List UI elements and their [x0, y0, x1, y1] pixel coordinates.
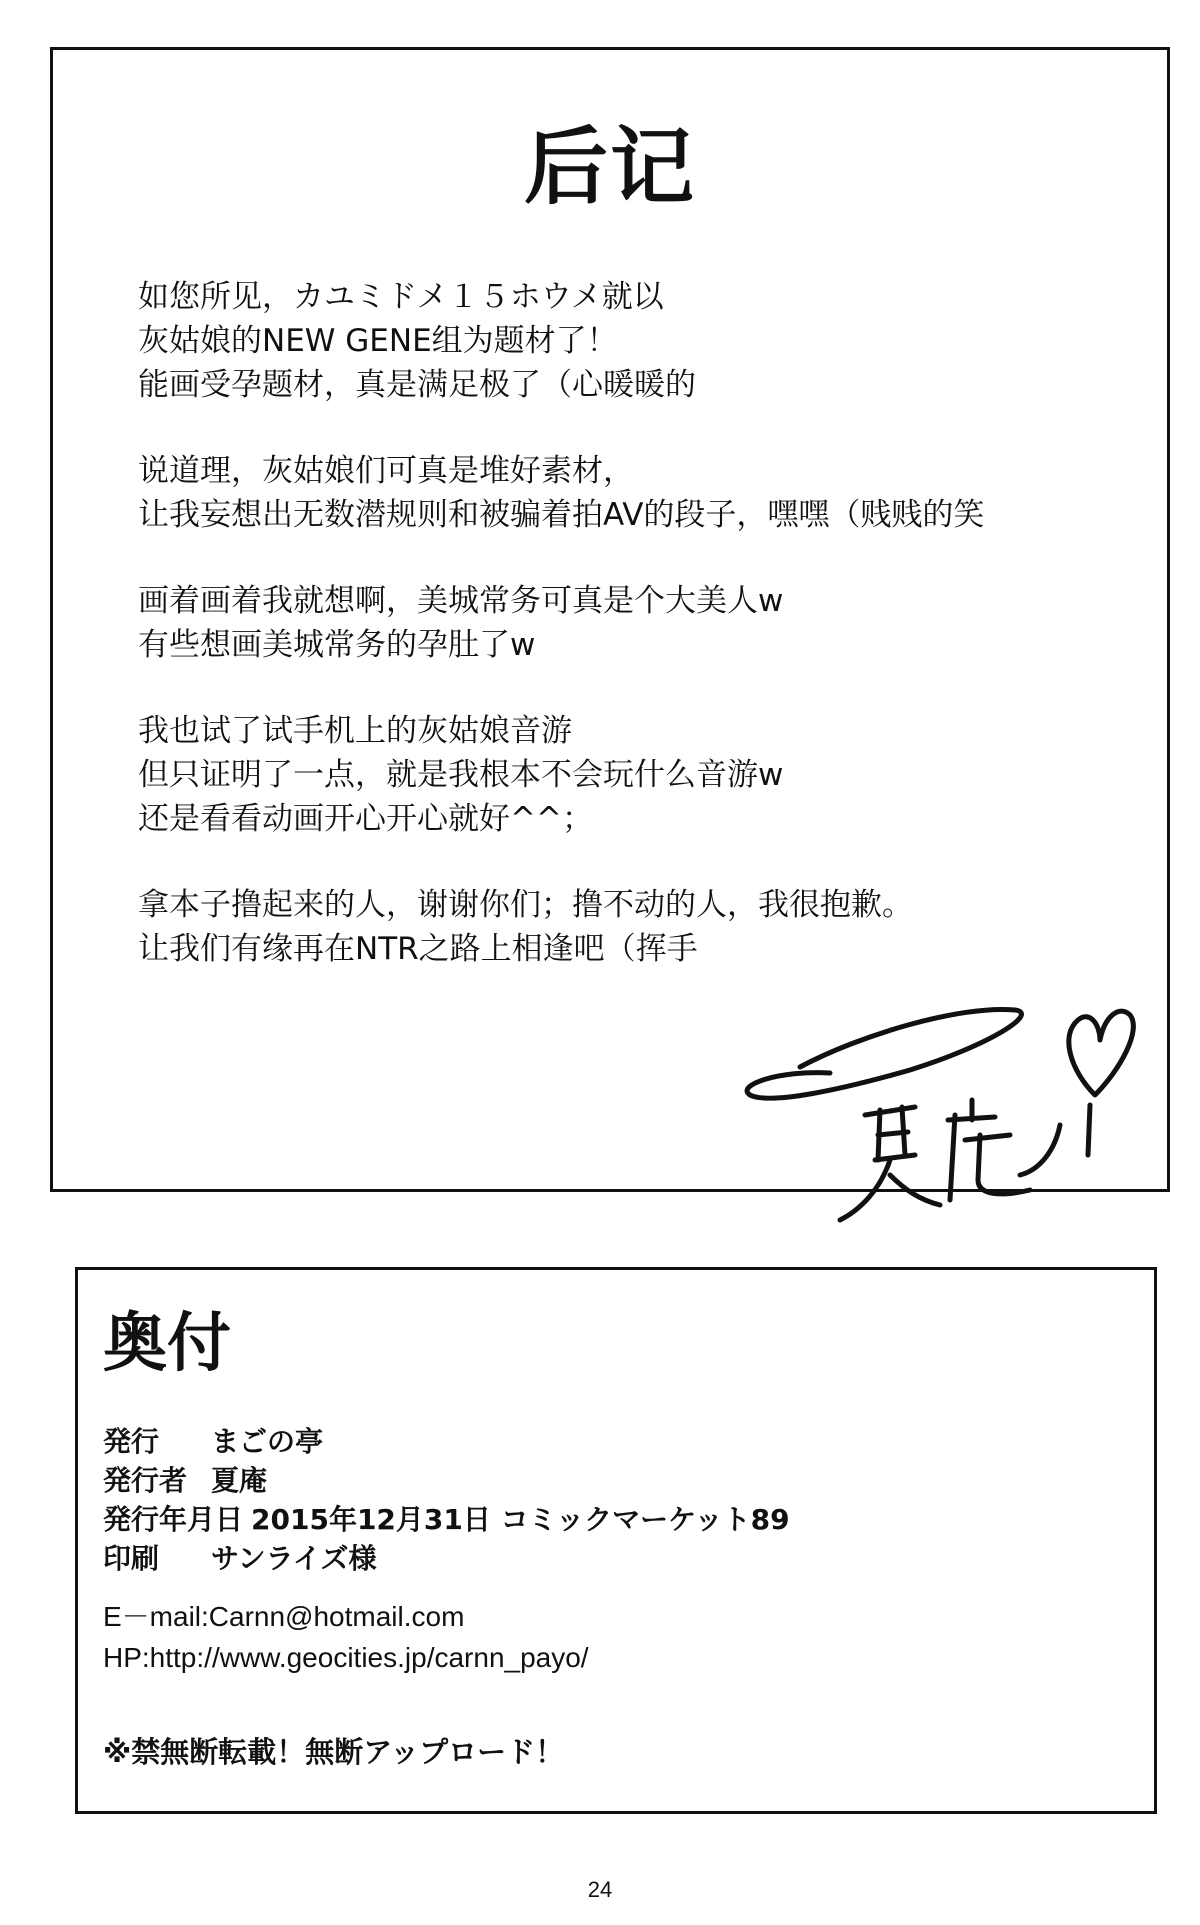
reprint-notice: ※禁無断転載！無断アップロード！: [103, 1735, 565, 1769]
credit-label: 発行: [103, 1425, 160, 1458]
afterword-paragraph-3: [138, 579, 1147, 667]
credit-row-printer: [103, 1537, 1144, 1576]
afterword-paragraph-1: [138, 275, 1147, 407]
page-number: 24: [587, 1877, 613, 1902]
colophon-box: [75, 1267, 1157, 1814]
afterword-title: 后记: [523, 118, 696, 216]
credit-row-publisher-circle: [103, 1420, 1144, 1459]
afterword-paragraph-4: [138, 709, 1147, 841]
credit-row-publish-date: [103, 1498, 1144, 1537]
afterword-body: [138, 275, 1147, 1013]
afterword-line: 还是看看动画开心开心就好^^；: [138, 801, 593, 837]
credit-value: 2015年12月31日 コミックマーケット89: [251, 1503, 790, 1536]
credit-value: まごの亭: [211, 1425, 324, 1458]
afterword-paragraph-5: [138, 883, 1147, 971]
handwritten-signature: [740, 975, 1160, 1235]
afterword-line: 灰姑娘的NEW GENE组为题材了！: [138, 323, 618, 359]
afterword-paragraph-2: [138, 449, 1147, 537]
credit-label: 発行者: [103, 1464, 188, 1497]
credit-row-publisher: [103, 1459, 1144, 1498]
afterword-line: 但只证明了一点，就是我根本不会玩什么音游w: [138, 757, 784, 793]
afterword-line: 如您所见，カユミドメ１５ホウメ就以: [138, 279, 664, 315]
homepage-url: HP:http://www.geocities.jp/carnn_payo/: [103, 1642, 589, 1673]
afterword-line: 说道理，灰姑娘们可真是堆好素材，: [138, 453, 634, 489]
afterword-line: 让我们有缘再在NTR之路上相逢吧（挥手: [138, 931, 698, 967]
colophon-title: 奥付: [103, 1307, 231, 1381]
afterword-line: 有些想画美城常务的孕肚了w: [138, 627, 536, 663]
afterword-line: 我也试了试手机上的灰姑娘音游: [138, 713, 572, 749]
afterword-line: 能画受孕题材，真是满足极了（心暖暖的: [138, 367, 696, 403]
afterword-line: 拿本子撸起来的人，谢谢你们；撸不动的人，我很抱歉。: [138, 887, 913, 923]
credits-list: [103, 1420, 1144, 1576]
email-address: E－mail:Carnn@hotmail.com: [103, 1601, 465, 1632]
afterword-line: 画着画着我就想啊，美城常务可真是个大美人w: [138, 583, 784, 619]
credit-label: 発行年月日: [103, 1503, 244, 1536]
afterword-line: 让我妄想出无数潜规则和被骗着拍AV的段子，嘿嘿（贱贱的笑: [138, 497, 985, 533]
credit-value: 夏庵: [211, 1464, 268, 1497]
credit-value: サンライズ様: [211, 1542, 377, 1575]
credit-label: 印刷: [103, 1542, 160, 1575]
